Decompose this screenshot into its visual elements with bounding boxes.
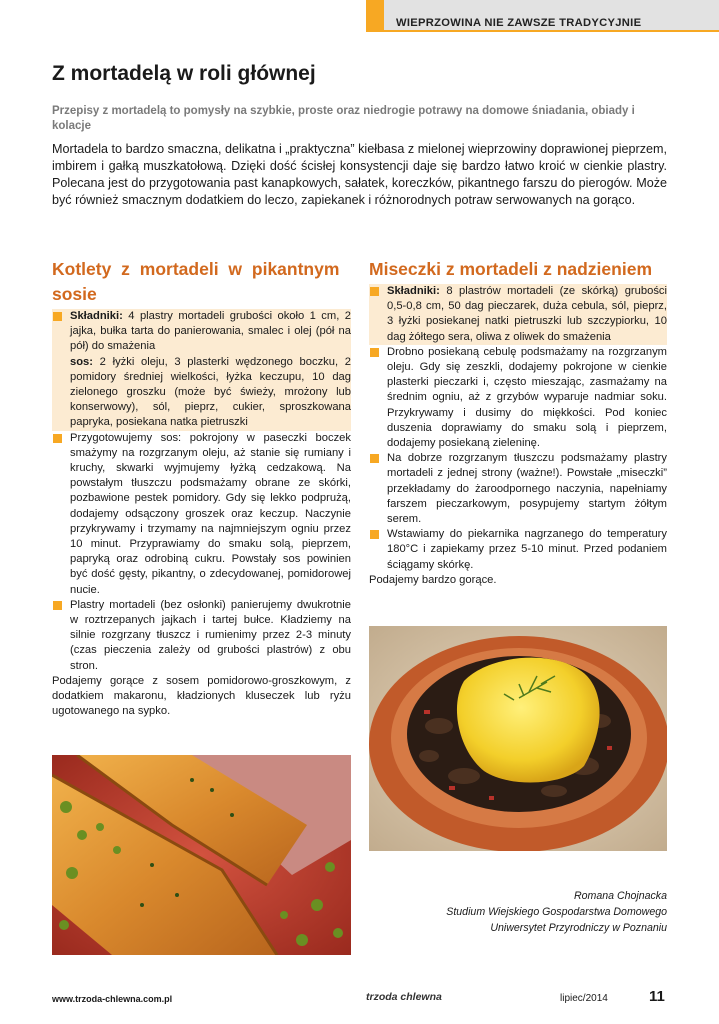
bullet-square-icon — [53, 601, 62, 610]
recipe1-step: Przygotowujemy sos: pokrojony w paseczki boczek smażymy na rozgrzanym oleju, aż stanie się rumiany i kruchy, skwarki wyjmujemy łyżką cedzakową. Na powstałym tłuszczu podsmażamy obrane ze skórki, pozbawione pestek pomidory. Gdy się lekko podprużą, dodajemy odsączony groszek oraz keczup. Naczynie przykrywamy i trzymamy na najmniejszym ogniu przez 10 minut. Przyprawiamy do smaku solą, pieprzem, papryką oraz odrobiną cukru. Powstały sos powinien być dość gęsty, pikantny, o zdecydowanej, pomidorowej nucie. — [52, 431, 351, 598]
section-header-accent — [366, 0, 384, 32]
recipe1-step: Plastry mortadeli (bez osłonki) panierujemy dwukrotnie w roztrzepanych jajkach i tartej bułce. Kładziemy na silnie rozgrzany tłuszcz i rumienimy przez 2-3 minuty (czas pieczenia zależy od grubości plastrów) z obu stron. — [52, 598, 351, 674]
author-name: Romana Chojnacka — [573, 890, 667, 902]
recipe2-step: Na dobrze rozgrzanym tłuszczu podsmażamy plastry mortadeli z jednej strony (ważne!). Powstałe „miseczki” przekładamy do żaroodpornego naczynia, napełniamy farszem pieczarkowym, posypujemy startym żółtym serem. — [369, 451, 667, 527]
bullet-square-icon — [370, 287, 379, 296]
recipe2-title: Miseczki z mortadeli z nadzieniem — [369, 259, 652, 279]
footer-logo: trzoda chlewna — [366, 991, 442, 1003]
recipe1-ingredients: Składniki: 4 plastry mortadeli grubości około 1 cm, 2 jajka, bułka tarta do panierowania, smalec i olej (pół na pół) do smażenia sos: 2 łyżki oleju, 3 plasterki wędzonego boczku, 2 pomidory średniej wielkości, łyżka keczupu, 10 dag zielonego groszku (może być świeży, mrożony lub konserwowy), sól, pieprz, cukier, sproszkowana papryka, posiekana natka pietruszki — [52, 309, 351, 431]
recipe1-title: Kotlety z mortadeli w pikantnym sosie — [52, 259, 340, 304]
bullet-square-icon — [53, 434, 62, 443]
recipe2-step: Wstawiamy do piekarnika nagrzanego do temperatury 180°C i zapiekamy przez 5-10 minut. Przed podaniem ściągamy skórkę. — [369, 527, 667, 573]
section-header — [366, 0, 719, 32]
author-university: Uniwersytet Przyrodniczy w Poznaniu — [490, 922, 667, 934]
bullet-square-icon — [53, 312, 62, 321]
bullet-square-icon — [370, 530, 379, 539]
cutlets-photo — [52, 755, 351, 955]
recipe2-body — [369, 284, 667, 588]
bullet-square-icon — [370, 454, 379, 463]
article-intro: Mortadela to bardzo smaczna, delikatna i „praktyczna” kiełbasa z mielonej wieprzowiny doprawionej pieprzem, imbirem i gałką muszkatołową. Dzięki dość ścisłej konsystencji daje się bardzo łatwo kroić w cienkie plastry. Polecana jest do przygotowania past kanapkowych, sałatek, koreczków, pikantnego farszu do pierogów. Może być również smacznym dodatkiem do leczo, zapiekanek i różnorodnych potraw serwowanych na gorąco. — [52, 142, 667, 207]
recipe1-body — [52, 309, 351, 719]
author-caption — [446, 888, 667, 936]
footer-date: lipiec/2014 — [560, 993, 608, 1004]
footer-url[interactable]: www.trzoda-chlewna.com.pl — [52, 994, 173, 1004]
recipe2-ingredients: Składniki: 8 plastrów mortadeli (ze skórką) grubości 0,5-0,8 cm, 50 dag pieczarek, duża cebula, sól, pieprz, 3 łyżki posiekanej natki pietruszki lub szczypiorku, 10 dag żółtego sera, oliwa z oliwek do smażenia — [369, 284, 667, 345]
recipe2-serving: Podajemy bardzo gorące. — [369, 573, 497, 586]
article-title: Z mortadelą w roli głównej — [52, 62, 316, 85]
cutlets-photo-image — [52, 755, 351, 955]
bullet-square-icon — [370, 348, 379, 357]
mortadella-cup-photo — [369, 626, 667, 851]
recipe1-serving: Podajemy gorące z sosem pomidorowo-groszkowym, z dodatkiem makaronu, kładzionych kluseczek lub ryżu ugotowanego na sypko. — [52, 674, 351, 718]
article-lead: Przepisy z mortadelą to pomysły na szybkie, proste oraz niedrogie potrawy na domowe śniadania, obiady i kolacje — [52, 105, 635, 132]
section-header-label: WIEPRZOWINA NIE ZAWSZE TRADYCYJNIE — [396, 17, 642, 29]
recipe2-step: Drobno posiekaną cebulę podsmażamy na rozgrzanym oleju. Gdy się zeszkli, dodajemy pokrojone w cienkie plasterki pieczarki i, często mieszając, zasmażamy na średnim ogniu, aż z grzybów wyparuje nadmiar soku. Przykrywamy i dusimy do miękkości. Pod koniec duszenia doprawiamy do smaku solą i pieprzem, dodajemy posiekaną zieleninę. — [369, 345, 667, 451]
author-unit: Studium Wiejskiego Gospodarstwa Domowego — [446, 906, 667, 918]
mortadella-cup-photo-image — [369, 626, 667, 851]
page-number: 11 — [649, 988, 665, 1005]
